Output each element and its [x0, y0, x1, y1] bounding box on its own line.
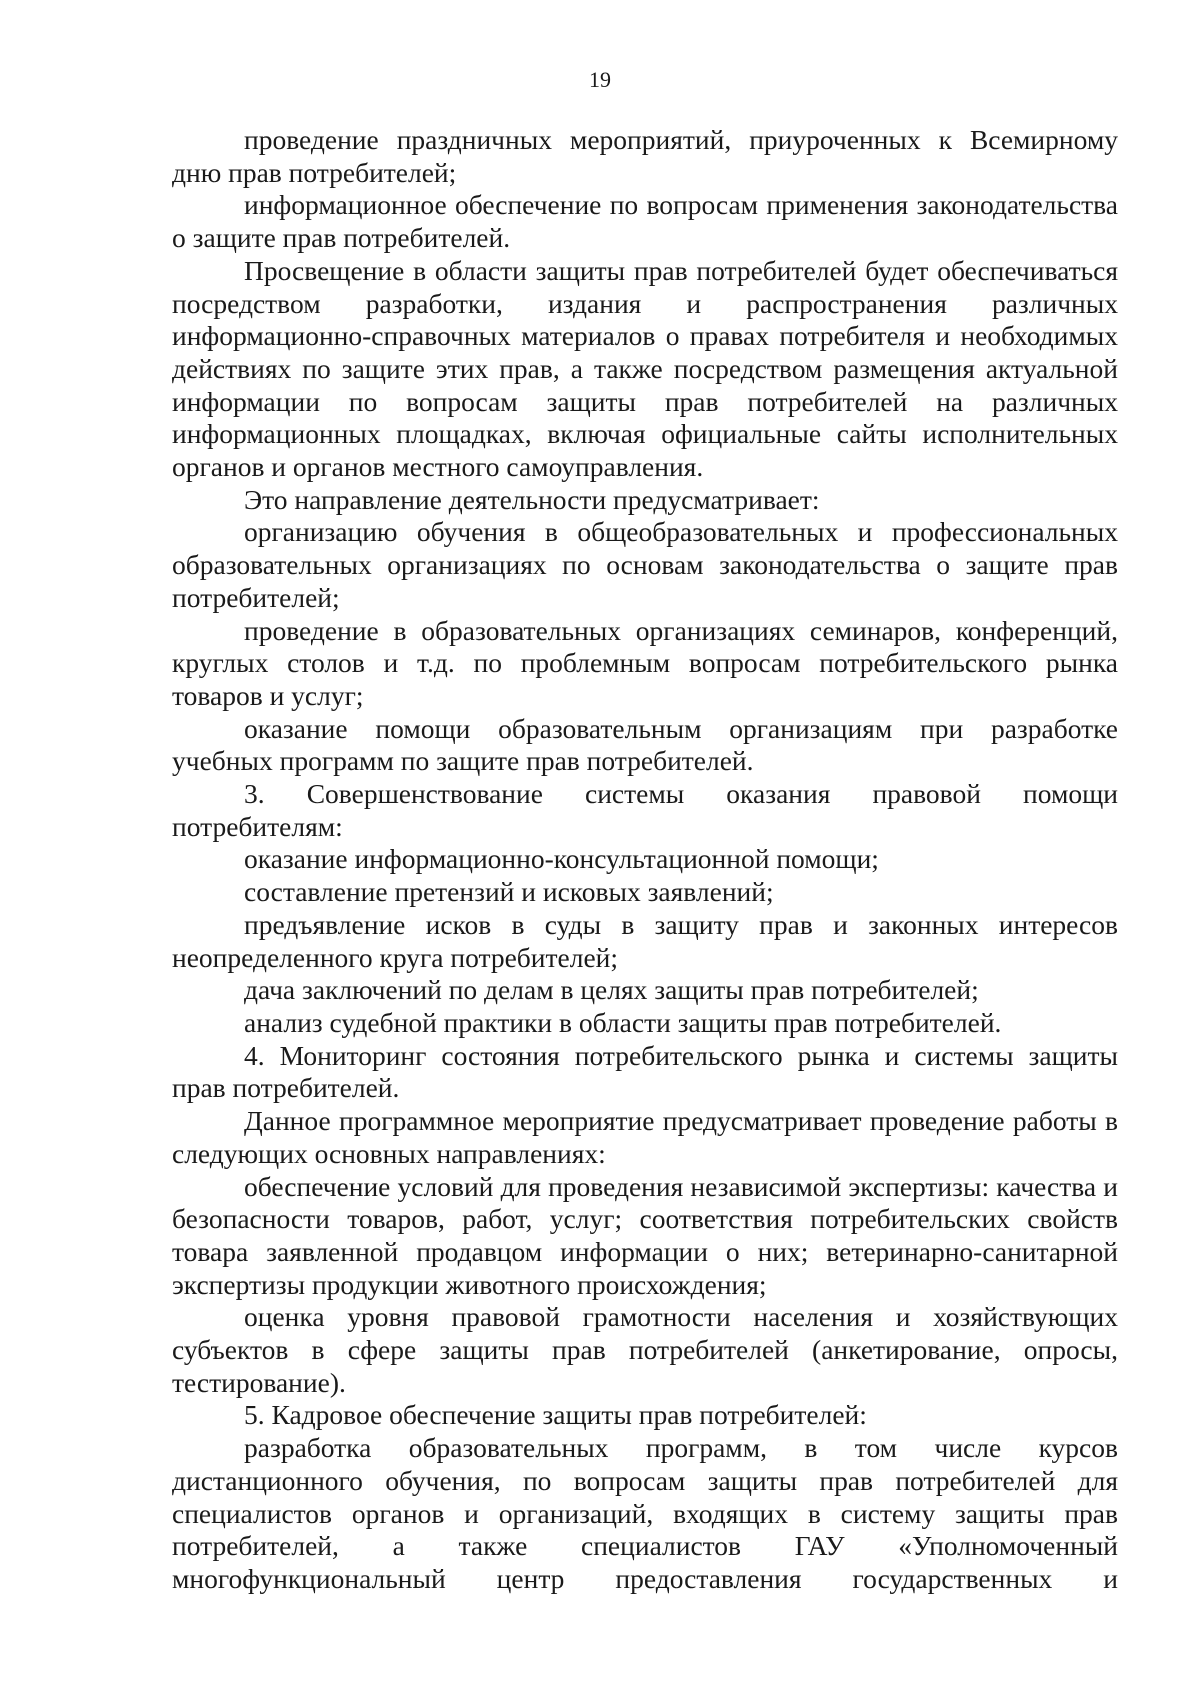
paragraph-8: 3. Совершенствование системы оказания правовой помощи потребителям: [172, 778, 1118, 842]
paragraph-9: оказание информационно-консультационной помощи; [244, 843, 879, 875]
paragraph-2: информационное обеспечение по вопросам применения законодательства о защите прав потребителей. [172, 189, 1118, 254]
paragraph-5: организацию обучения в общеобразовательных и профессиональных образовательных организациях по основам законодательства о защите прав потребителей; [172, 516, 1118, 613]
paragraph-19: разработка образовательных программ, в том числе курсов дистанционного обучения, по вопросам защиты прав потребителей для специалистов органов и организаций, входящих в систему защиты прав потребителей, а также специалистов ГАУ «Уполномоченный многофункциональный центр предоставления государственных и [172, 1432, 1118, 1594]
paragraph-7: оказание помощи образовательным организациям при разработке учебных программ по защите прав потребителей. [172, 712, 1118, 777]
paragraph-15: Данное программное мероприятие предусматривает проведение работы в следующих основных направлениях: [172, 1105, 1118, 1169]
body-text [172, 124, 1118, 1596]
paragraph-12: дача заключений по делам в целях защиты прав потребителей; [244, 974, 979, 1006]
paragraph-13: анализ судебной практики в области защиты прав потребителей. [244, 1006, 1002, 1038]
paragraph-17: оценка уровня правовой грамотности населения и хозяйствующих субъектов в сфере защиты прав потребителей (анкетирование, опросы, тестирование). [172, 1301, 1118, 1398]
paragraph-3: Просвещение в области защиты прав потребителей будет обеспечиваться посредством разработки, издания и распространения различных информационно-справочных материалов о правах потребителя и необходимых действиях по защите этих прав, а также посредством размещения актуальной информации по вопросам защиты прав потребителей на различных информационных площадках, включая официальные сайты исполнительных органов и органов местного самоуправления. [172, 254, 1118, 483]
page-number: 19 [589, 67, 611, 92]
paragraph-4: Это направление деятельности предусматривает: [244, 483, 820, 515]
paragraph-6: проведение в образовательных организациях семинаров, конференций, круглых столов и т.д. по проблемным вопросам потребительского рынка товаров и услуг; [172, 614, 1118, 711]
paragraph-14: 4. Мониторинг состояния потребительского рынка и системы защиты прав потребителей. [172, 1039, 1118, 1104]
paragraph-1: проведение праздничных мероприятий, приуроченных к Всемирному дню прав потребителей; [172, 124, 1118, 188]
paragraph-10: составление претензий и исковых заявлений; [244, 876, 774, 908]
paragraph-18: 5. Кадровое обеспечение защиты прав потребителей: [244, 1399, 867, 1431]
paragraph-16: обеспечение условий для проведения независимой экспертизы: качества и безопасности товаров, работ, услуг; соответствия потребительских свойств товара заявленной продавцом информации о них; ветеринарно-санитарной экспертизы продукции животного происхождения; [172, 1170, 1118, 1300]
paragraph-11: предъявление исков в суды в защиту прав и законных интересов неопределенного круга потребителей; [172, 908, 1118, 973]
